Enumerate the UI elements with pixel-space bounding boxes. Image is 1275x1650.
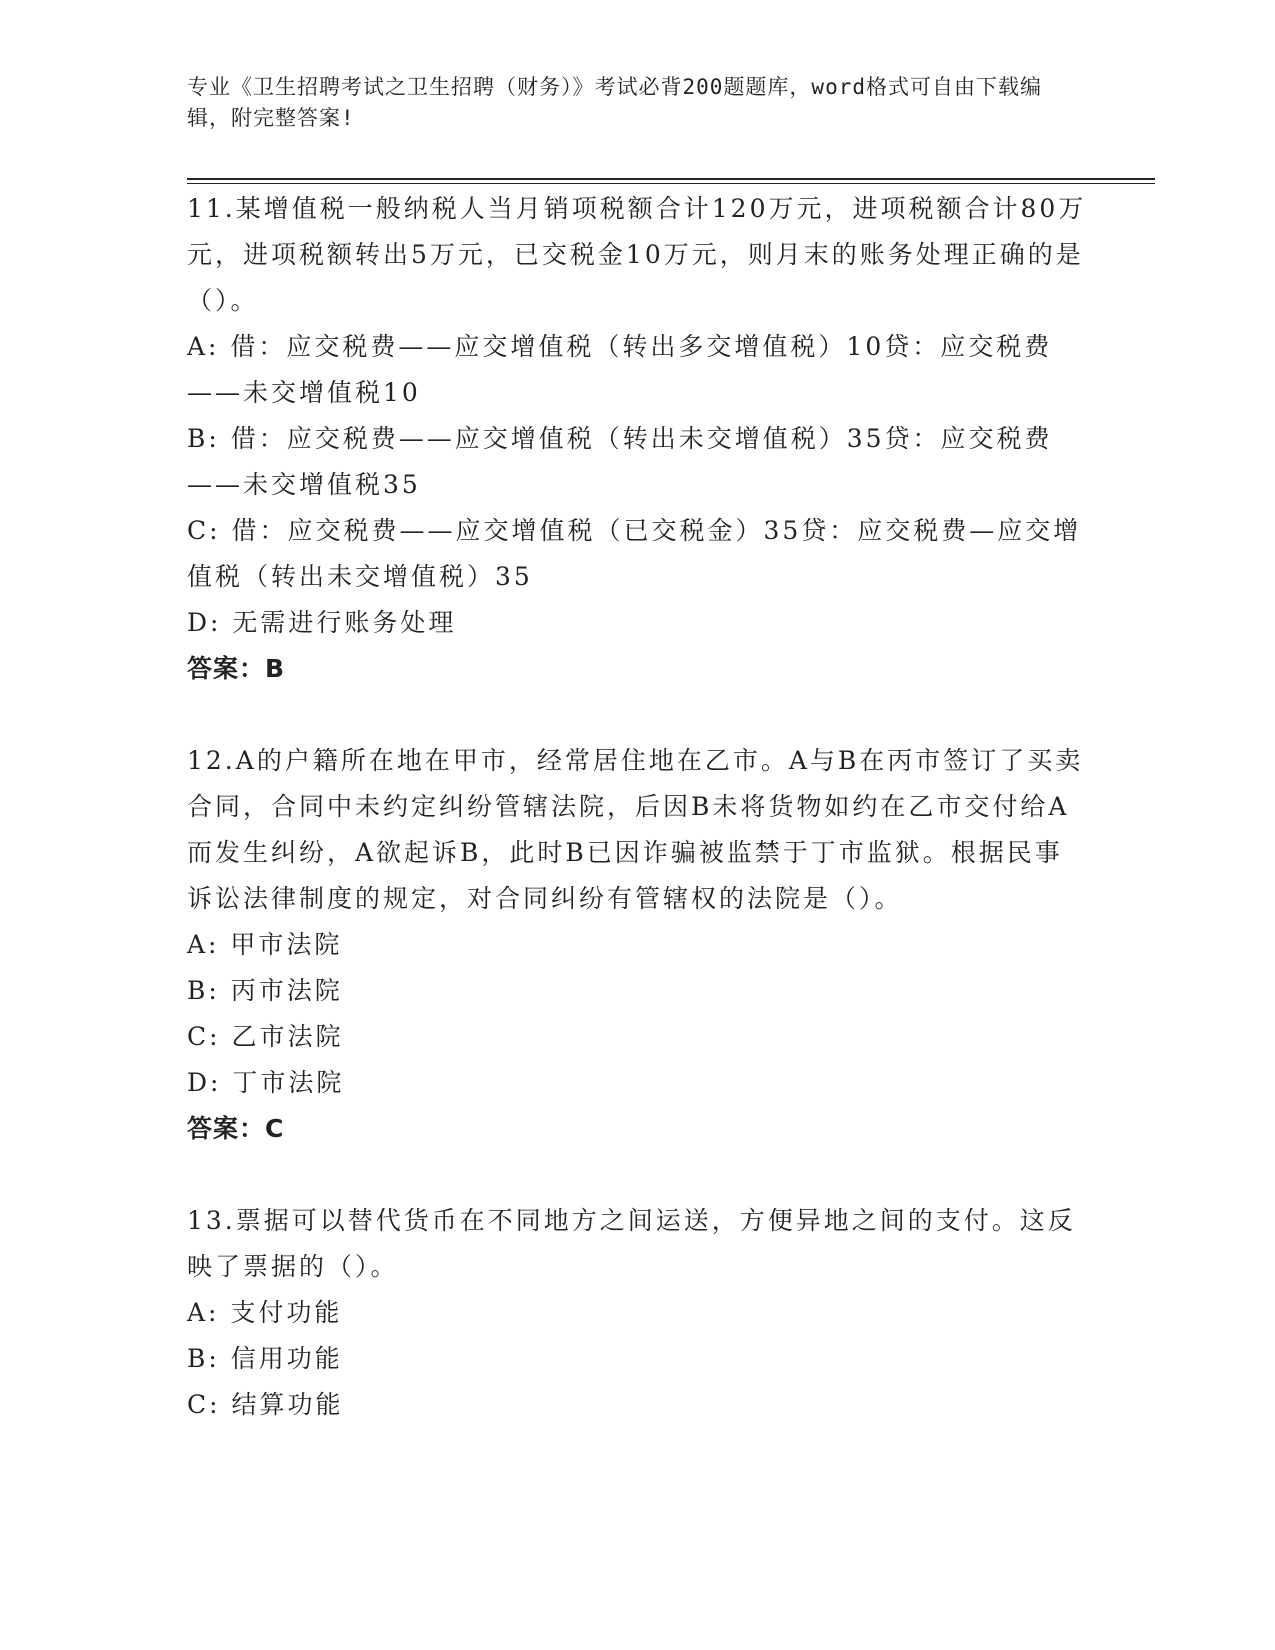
option-a: A: 甲市法院 <box>187 930 343 959</box>
option-c: C: 借：应交税费——应交增值税（已交税金）35贷：应交税费—应交增值税（转出未交增值税）35 <box>187 516 1082 591</box>
question-spacer <box>187 1152 1087 1198</box>
question-spacer <box>187 692 1087 738</box>
question-list <box>187 186 1087 1428</box>
question-text: 13.票据可以替代货币在不同地方之间运送，方便异地之间的支付。这反映了票据的（）。 <box>187 1206 1076 1281</box>
question-11 <box>187 186 1087 692</box>
header-divider-thin <box>187 183 1155 184</box>
answer: 答案：B <box>187 654 286 683</box>
option-a: A: 借：应交税费——应交增值税（转出多交增值税）10贷：应交税费——未交增值税10 <box>187 332 1053 407</box>
option-b: B: 信用功能 <box>187 1344 343 1373</box>
question-text: 11.某增值税一般纳税人当月销项税额合计120万元，进项税额合计80万元，进项税额转出5万元，已交税金10万元，则月末的账务处理正确的是（）。 <box>187 194 1087 315</box>
option-b: B: 借：应交税费——应交增值税（转出未交增值税）35贷：应交税费——未交增值税35 <box>187 424 1053 499</box>
option-a: A: 支付功能 <box>187 1298 343 1327</box>
document-header: 专业《卫生招聘考试之卫生招聘（财务）》考试必背200题题库，word格式可自由下载编辑，附完整答案! <box>187 75 1042 130</box>
header-divider-thick <box>187 178 1155 180</box>
option-d: D: 丁市法院 <box>187 1068 345 1097</box>
answer: 答案：C <box>187 1114 285 1143</box>
option-c: C: 乙市法院 <box>187 1022 344 1051</box>
option-d: D: 无需进行账务处理 <box>187 608 457 637</box>
option-c: C: 结算功能 <box>187 1390 344 1419</box>
question-12 <box>187 738 1087 1152</box>
question-text: 12.A的户籍所在地在甲市，经常居住地在乙市。A与B在丙市签订了买卖合同，合同中未约定纠纷管辖法院，后因B未将货物如约在乙市交付给A而发生纠纷，A欲起诉B，此时B已因诈骗被监禁于丁市监狱。根据民事诉讼法律制度的规定，对合同纠纷有管辖权的法院是（）。 <box>187 746 1084 913</box>
option-b: B: 丙市法院 <box>187 976 343 1005</box>
question-13 <box>187 1198 1087 1428</box>
